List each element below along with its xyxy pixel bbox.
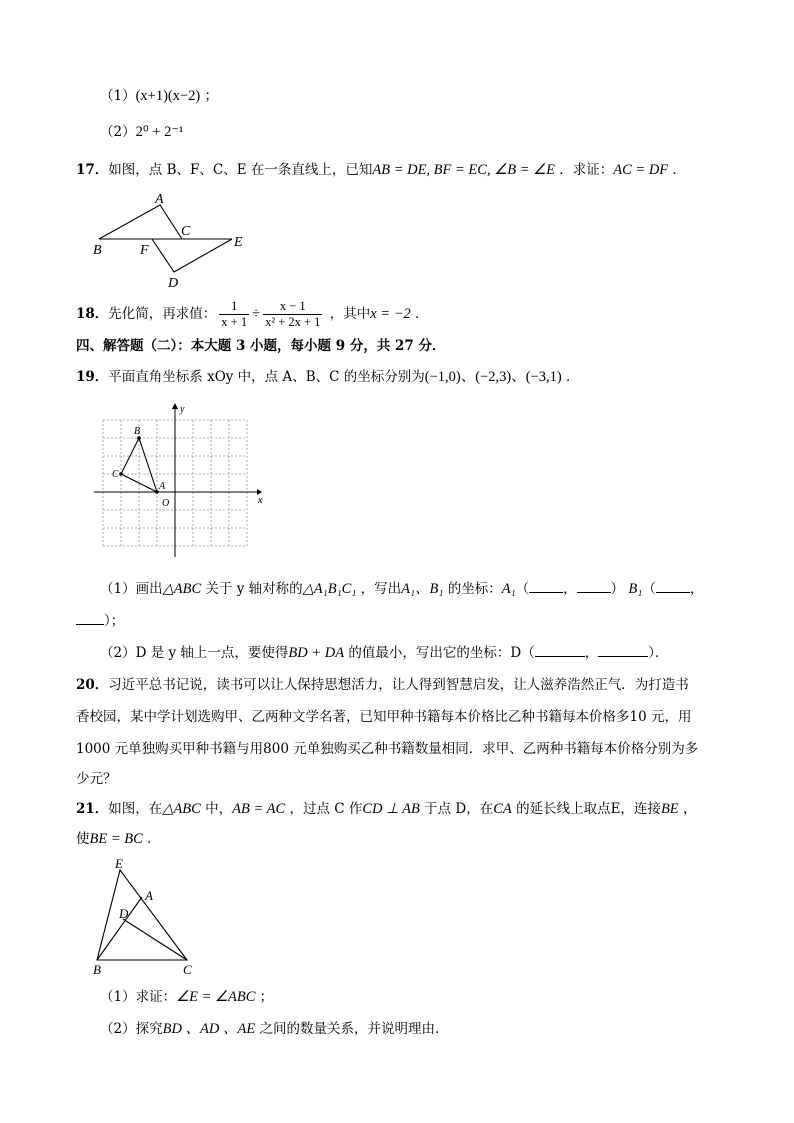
q19-part1-triangle: △ABC	[162, 581, 202, 597]
q17-conditions: AB = DE, BF = EC, ∠B = ∠E	[372, 162, 555, 178]
q19-part1-mid2: ，写出	[356, 581, 402, 597]
q19-label-c: C	[112, 469, 119, 480]
q21-l2end: ．	[142, 831, 161, 847]
q19-part1-a1: A₁	[501, 581, 516, 597]
q19-label-a: A	[159, 481, 166, 492]
q18-end: ．	[410, 306, 429, 322]
q17-label-a: A	[155, 192, 164, 207]
q19-part1-paren-close: ）	[610, 581, 625, 597]
q16-part1-label: （1）	[100, 88, 136, 104]
q19-part2-comma: ，	[584, 645, 599, 661]
q19-end: ．	[561, 369, 580, 385]
q21-part2-end: 之间的数量关系，并说明理由．	[255, 1021, 449, 1037]
q19-part1-b1: B₁	[628, 581, 643, 597]
q18-f2-numerator: x − 1	[263, 299, 322, 315]
q16-part2-expr: 2⁰ + 2⁻¹	[135, 124, 184, 140]
q19-part2-expr: BD + DA	[288, 645, 345, 661]
q21-label-c: C	[183, 962, 192, 977]
q18-number: 18．	[76, 306, 109, 322]
q19-part2-mid: 的值最小，写出它的坐标：D（	[344, 645, 535, 661]
q21-line-cd	[123, 919, 187, 960]
q16-part1-expr: (x+1)(x−2)	[135, 88, 201, 104]
q19-part1-label: （1）画出	[100, 581, 163, 597]
q18-tail: ，其中	[325, 306, 371, 322]
q19-part2-end: ）．	[648, 645, 669, 661]
q19-number: 19．	[76, 369, 109, 385]
q16-part2-label: （2）	[100, 124, 136, 140]
q19-part1-paren-open: （	[515, 581, 530, 597]
q21-label-b: B	[93, 962, 101, 977]
q19-part1-tail: ）；	[104, 613, 125, 629]
q21-part2-expr: BD 、AD 、AE	[162, 1021, 256, 1037]
q19-part1-comma: ，	[563, 581, 577, 597]
q17-label-c: C	[181, 224, 191, 239]
q21-t2: 中，	[200, 801, 233, 817]
q21-l2a: 使	[76, 831, 90, 847]
q17-goal: AC = DF	[613, 162, 669, 178]
q20-number: 20．	[76, 677, 109, 693]
q19-label-y: y	[180, 404, 185, 415]
q18-text: 先化简，再求值：	[108, 306, 217, 322]
q18-condition: x = −2	[370, 306, 411, 322]
q19-part1-paren-open-2: （	[642, 581, 656, 597]
q21-part1	[100, 987, 273, 1007]
q19-label-origin: O	[162, 498, 170, 509]
q20-line-3: 1000 元单独购买甲种书籍与用800 元单独购买乙种书籍数量相同．求甲、乙两种书籍每本价格分别为多	[76, 741, 699, 757]
q20-line-4: 少元？	[76, 771, 117, 787]
q21-perpendicular: CD ⊥ AB	[362, 801, 420, 817]
q19-part1-comma-2: ，	[689, 581, 704, 597]
q17-label-f: F	[140, 243, 149, 258]
q21-label-d: D	[119, 906, 129, 921]
q19-coords: (−1,0)、(−2,3)、(−3,1)	[424, 369, 562, 385]
q21-t5: 的延长线上取点E，连接	[511, 801, 661, 817]
q21-part1-end: ；	[255, 989, 274, 1005]
q21-be: BE	[660, 801, 679, 817]
q21-label-a: A	[145, 888, 153, 903]
q19-label-b: B	[134, 426, 141, 437]
q21-triangle: △ABC	[162, 801, 201, 817]
q21-t6: ，	[678, 801, 697, 817]
q19-part2-label: （2）D 是 y 轴上一点，要使得	[100, 645, 289, 661]
q21-part1-label: （1）求证：	[100, 989, 177, 1005]
q16-part1-end: ；	[200, 88, 219, 104]
q17-label-b: B	[93, 243, 102, 258]
q21-label-e: E	[115, 856, 123, 871]
q19-part1-mid3: 的坐标：	[443, 581, 502, 597]
q20-text-1: 习近平总书记说，读书可以让人保持思想活力，让人得到智慧启发，让人滋养浩然正气．为打造书	[108, 677, 689, 693]
q19-text: 平面直角坐标系 xOy 中，点 A、B、C 的坐标分别为	[108, 369, 425, 385]
q17-end: ．	[668, 162, 686, 178]
q21-triangle-ebc	[97, 870, 187, 960]
q21-t1: 如图，在	[108, 801, 163, 817]
q21-t3: ，过点 C 作	[285, 801, 363, 817]
q18-f1-denominator: x + 1	[221, 315, 248, 329]
q21-ca: CA	[493, 801, 512, 817]
q19-part1-mid: 关于 y 轴对称的	[201, 581, 303, 597]
q20-line-2: 香校园，某中学计划选购甲、乙两种文学名著，已知甲种书籍每本价格比乙种书籍每本价格多10 元，用	[76, 709, 692, 725]
q21-t4: 于点 D，在	[419, 801, 494, 817]
q18-operator: ÷	[252, 306, 261, 322]
q17-label-d: D	[168, 276, 179, 291]
q17-label-e: E	[234, 235, 243, 250]
q19-part1-points: A₁、B₁	[401, 581, 444, 597]
q21-number: 21．	[76, 801, 109, 817]
q21-equality: AB = AC	[232, 801, 286, 817]
q19-part1-triangle-image: △A₁B₁C₁	[302, 581, 357, 597]
section-4-heading: 四、解答题（二）：本大题 3 小题，每小题 9 分，共 27 分．	[76, 338, 446, 354]
q17-text: 如图，点 B、F、C、E 在一条直线上，已知	[108, 162, 373, 178]
q21-part2-label: （2）探究	[100, 1021, 163, 1037]
q21-part1-expr: ∠E = ∠ABC	[176, 989, 256, 1005]
q18-f1-numerator: 1	[219, 299, 249, 315]
q17-number: 17．	[76, 162, 109, 178]
q21-part2	[100, 1019, 449, 1039]
q19-label-x: x	[258, 495, 263, 506]
q17-mid: ．求证：	[554, 162, 614, 178]
q18-f2-denominator: x² + 2x + 1	[265, 315, 321, 329]
q21-be-eq-bc: BE = BC	[89, 831, 143, 847]
